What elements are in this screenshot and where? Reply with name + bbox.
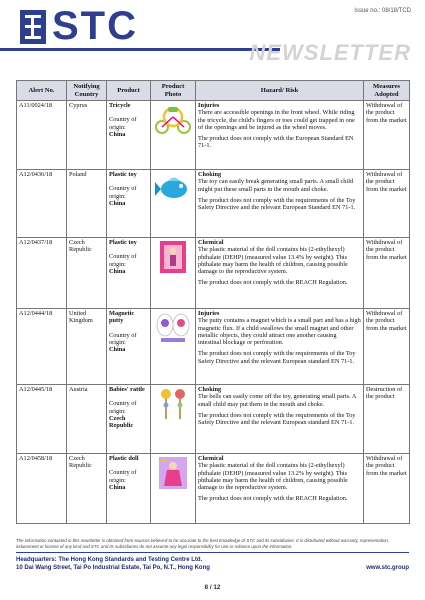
hazard-cell (196, 170, 364, 238)
hq-line-1: Headquarters: The Hong Kong Standards and Testing Centre Ltd. (16, 557, 203, 563)
header-rule (0, 48, 280, 51)
col-header-country: Notifying Country (67, 81, 107, 101)
product-photo-cell (151, 309, 196, 385)
origin-value: China (109, 130, 126, 138)
origin-value: China (109, 267, 126, 275)
table-header-row (17, 81, 410, 101)
hazard-description: There are accessible openings in the front wheel. While riding the tricycle, the child's fingers or toes could get trapped in one of the openings and be injured as the wheel moves. (198, 109, 355, 131)
measures-adopted: Withdrawal of the product from the market (364, 170, 410, 238)
table-row (17, 238, 410, 309)
product-cell (107, 101, 151, 170)
footer-rule (16, 552, 409, 553)
col-header-product: Product (107, 81, 151, 101)
hazard-type: Injuries (198, 310, 220, 317)
product-cell (107, 309, 151, 385)
product-name: Magnetic putty (109, 310, 135, 325)
alert-no: A12/0436/18 (17, 170, 67, 238)
plastic-toy-photo-icon (154, 172, 192, 206)
logo-text: STC (52, 4, 138, 48)
product-name: Plastic doll (109, 455, 139, 462)
hazard-compliance: The product does not comply with the European Standard EN 71-1. (198, 135, 354, 150)
alert-no: A12/0444/18 (17, 309, 67, 385)
newsletter-title: NEWSLETTER (249, 40, 411, 65)
hazard-description: The plastic material of the doll contains bis (2-ethylhexyl) phthalate (DEHP) (measured value 13.4% by weight). This phthalate may harm the health of children, causing possible damage to the reproductive system. (198, 246, 348, 276)
hazard-compliance: The product does not comply with the requirements of the Toy Safety Directive and the relevant European standard EN 71-1. (198, 350, 356, 365)
hazard-cell (196, 454, 364, 524)
product-name: Babies' rattle (109, 386, 145, 393)
product-name: Plastic toy (109, 171, 137, 178)
notifying-country: Czech Republic (67, 238, 107, 309)
disclaimer: The information contained in this newsletter is obtained from sources believed to be accurate to the best knowledge of STC and its subsidiaries. It is distributed without warranty, representation, inducement or license of any kind and STC and its subsidiaries do not assume any legal responsibility for use or reliance upon the information. (16, 538, 390, 549)
origin-value: China (109, 483, 126, 491)
product-cell (107, 454, 151, 524)
hazard-description: The putty contains a magnet which is a small part and has a high magnetic flux. If a child swallows the small magnet and other metallic objects, they could attract one another causing intestinal blockage or perforation. (198, 317, 361, 347)
table-row (17, 101, 410, 170)
product-photo-cell (151, 385, 196, 454)
hazard-compliance: The product does not comply with the REACH Regulation. (198, 279, 348, 287)
product-name: Tricycle (109, 102, 131, 109)
product-photo-cell (151, 454, 196, 524)
hazard-type: Chemical (198, 239, 224, 246)
hazard-cell (196, 101, 364, 170)
table-row (17, 385, 410, 454)
product-cell (107, 170, 151, 238)
product-cell (107, 238, 151, 309)
hazard-type: Injuries (198, 102, 220, 109)
hazard-description: The bells can easily come off the toy, generating small parts. A small child may put them in the mouth and choke. (198, 393, 357, 408)
page-number: 8 / 12 (204, 584, 221, 591)
hazard-type: Chemical (198, 455, 224, 462)
measures-adopted: Withdrawal of the product from the market (364, 238, 410, 309)
table-row (17, 170, 410, 238)
measures-adopted: Destruction of the product (364, 385, 410, 454)
hazard-cell (196, 385, 364, 454)
doll-photo-icon (154, 456, 192, 490)
measures-adopted: Withdrawal of the product from the market (364, 309, 410, 385)
col-header-photo: Product Photo (151, 81, 196, 101)
hazard-compliance: The product does not comply with the requirements of the Toy Safety Directive and the relevant European standard EN 71-1. (198, 411, 356, 427)
alert-no: A12/0437/18 (17, 238, 67, 309)
origin-label: Country of origin: (109, 400, 137, 415)
origin-value: China (109, 199, 126, 207)
doll-box-photo-icon (154, 240, 192, 274)
origin-value: Czech Republic (109, 414, 134, 430)
origin-label: Country of origin: (109, 469, 137, 484)
hazard-compliance: The product does not comply with the REACH Regulation. (198, 495, 348, 503)
notifying-country: Austria (67, 385, 107, 454)
product-photo-cell (151, 238, 196, 309)
notifying-country: Poland (67, 170, 107, 238)
origin-value: China (109, 346, 126, 354)
page-header (0, 0, 425, 78)
putty-tins-photo-icon (154, 311, 192, 345)
website-link[interactable]: www.stc.group (366, 565, 409, 571)
hazard-type: Choking (198, 386, 222, 393)
stc-logo-icon (20, 10, 46, 44)
product-photo-cell (151, 170, 196, 238)
hazard-compliance: The product does not comply with the requirements of the Toy Safety Directive and the relevant European Standard EN 71-1. (198, 196, 356, 212)
origin-label: Country of origin: (109, 331, 137, 346)
tricycle-photo-icon (154, 103, 192, 137)
hq-line-2: 10 Dai Wang Street, Tai Po Industrial Estate, Tai Po, N.T., Hong Kong (16, 564, 210, 571)
notifying-country: Czech Republic (67, 454, 107, 524)
col-header-measures: Measures Adopted (364, 81, 410, 101)
measures-adopted: Withdrawal of the product from the market (364, 101, 410, 170)
product-cell (107, 385, 151, 454)
hazard-description: The toy can easily break generating small parts. A small child might put these small parts in the mouth and choke. (198, 178, 354, 193)
origin-label: Country of origin: (109, 116, 137, 131)
alert-no: A11/0024/18 (17, 101, 67, 170)
origin-label: Country of origin: (109, 253, 137, 268)
hazard-cell (196, 309, 364, 385)
notifying-country: United Kingdom (67, 309, 107, 385)
origin-label: Country of origin: (109, 185, 137, 200)
issue-number: Issue no.: 08/18/TCD (354, 8, 411, 14)
product-photo-cell (151, 101, 196, 170)
hazard-description: The plastic material of the doll contains bis (2-ethylhexyl) phthalate (DEHP) (measured value 13.2% by weight). This phthalate may harm the health of children, causing possible damage to the reproductive system. (198, 462, 348, 492)
alert-no: A12/0458/18 (17, 454, 67, 524)
recall-table (16, 80, 410, 524)
table-row (17, 309, 410, 385)
hazard-cell (196, 238, 364, 309)
alert-no: A12/0445/18 (17, 385, 67, 454)
col-header-hazard: Hazard/ Risk (196, 81, 364, 101)
rattle-photo-icon (154, 387, 192, 421)
col-header-alert: Alert No. (17, 81, 67, 101)
hazard-type: Choking (198, 171, 222, 178)
table-row (17, 454, 410, 524)
product-name: Plastic toy (109, 239, 137, 246)
measures-adopted: Withdrawal of the product from the market (364, 454, 410, 524)
notifying-country: Cyprus (67, 101, 107, 170)
headquarters-address (16, 557, 210, 572)
